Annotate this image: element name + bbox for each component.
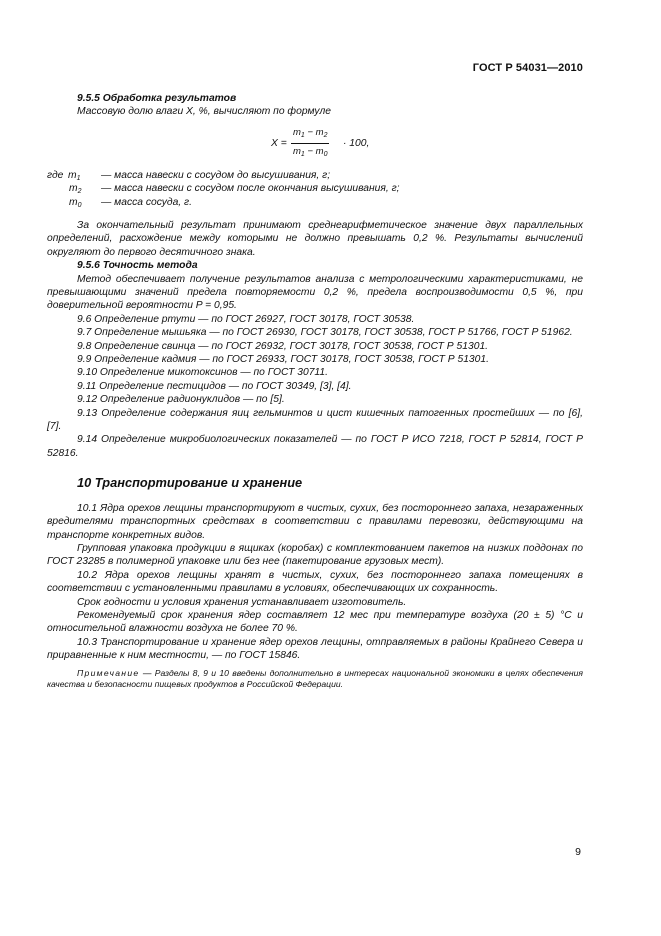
item-9-8: 9.8 Определение свинца — по ГОСТ 26932, ГОСТ 30178, ГОСТ 30538, ГОСТ Р 51301. xyxy=(77,340,489,352)
section-9-5-6-title: 9.5.6 Точность метода xyxy=(77,260,198,272)
formula-rhs: · 100, xyxy=(343,137,370,149)
formula-numerator: $m_1 - m_2$ xyxy=(291,126,329,144)
para-shelf-life: Срок годности и условия хранения устанавливает изготовитель. xyxy=(77,596,407,608)
formula-fraction xyxy=(291,126,329,162)
variable-definition: $m_2$ — масса навески с сосудом после окончания высушивания, г; xyxy=(69,183,400,196)
page-content xyxy=(47,92,583,691)
para-packaging: Групповая упаковка продукции в ящиках (коробах) с комплектованием пакетов на низких поддонах по ГОСТ 23285 в полимерной упаковке или без нее (пакетирование грузовых мест). xyxy=(47,542,583,568)
note-text: — Разделы 8, 9 и 10 введены дополнительно в интересах национальной экономики в целях обеспечения качества и безопасности пищевых продуктов в Российской Федерации. xyxy=(47,667,583,690)
para-10-2: 10.2 Ядра орехов лещины хранят в чистых, сухих, без постороннего запаха помещениях в соответствии с установленными правилами в условиях, обеспечивающих их сохранность. xyxy=(47,569,583,595)
item-9-6: 9.6 Определение ртути — по ГОСТ 26927, ГОСТ 30178, ГОСТ 30538. xyxy=(77,313,415,325)
formula-denominator: $m_1 - m_0$ xyxy=(293,146,328,159)
item-9-9: 9.9 Определение кадмия — по ГОСТ 26933, ГОСТ 30178, ГОСТ 30538, ГОСТ Р 51301. xyxy=(77,354,489,366)
document-header: ГОСТ Р 54031—2010 xyxy=(472,62,583,74)
para-10-3: 10.3 Транспортирование и хранение ядер орехов лещины, отправляемых в районы Крайнего Севера и приравненные к ним местности, — по ГОСТ 15846. xyxy=(47,636,583,662)
item-9-12: 9.12 Определение радионуклидов — по [5]. xyxy=(77,394,285,406)
item-9-14: 9.14 Определение микробиологических показателей — по ГОСТ Р ИСО 7218, ГОСТ Р 52814, ГОСТ Р 52816. xyxy=(47,434,583,459)
section-10-title: 10 Транспортирование и хранение xyxy=(77,475,303,491)
variable-definition: где $m_1$ — масса навески с сосудом до высушивания, г; xyxy=(47,169,331,182)
section-9-5-5-title: 9.5.5 Обработка результатов xyxy=(77,93,237,104)
item-9-7: 9.7 Определение мышьяка — по ГОСТ 26930, ГОСТ 30178, ГОСТ 30538, ГОСТ Р 51766, ГОСТ Р 51962. xyxy=(77,327,573,339)
variable-definition: $m_0$ — масса сосуда, г. xyxy=(69,196,192,209)
result-paragraph: За окончательный результат принимают среднеарифметическое значение двух параллельных определений, расхождение между которыми не должно превышать 0,2 %. Результаты вычислений округляют до первого десятичного знака. xyxy=(47,219,583,258)
moisture-formula xyxy=(47,123,583,167)
accuracy-paragraph: Метод обеспечивает получение результатов анализа с метрологическими характеристиками, не превышающими значений предела повторяемости 0,2 %, предела воспроизводимости 0,5 %, при доверительной вероятности P = 0,95. xyxy=(47,273,583,312)
page-number: 9 xyxy=(575,846,581,858)
note-label: Примечание xyxy=(77,667,140,678)
item-9-13: 9.13 Определение содержания яиц гельминтов и цист кишечных патогенных простейших — по [6], [7]. xyxy=(47,407,583,433)
para-storage-term: Рекомендуемый срок хранения ядер составляет 12 мес при температуре воздуха (20 ± 5) °С и относительной влажности воздуха не более 70 %. xyxy=(47,609,583,635)
item-9-10: 9.10 Определение микотоксинов — по ГОСТ 30711. xyxy=(77,367,328,379)
para-10-1: 10.1 Ядра орехов лещины транспортируют в чистых, сухих, без постороннего запаха, незараженных вредителями транспортных средствах в соответствии с правилами перевозки, действующими на транспорте конкретных видов. xyxy=(47,502,583,541)
note xyxy=(47,668,583,691)
formula-lhs: X = xyxy=(271,137,287,149)
item-9-11: 9.11 Определение пестицидов — по ГОСТ 30349, [3], [4]. xyxy=(77,380,352,392)
formula-intro: Массовую долю влаги X, %, вычисляют по формуле xyxy=(77,106,331,118)
